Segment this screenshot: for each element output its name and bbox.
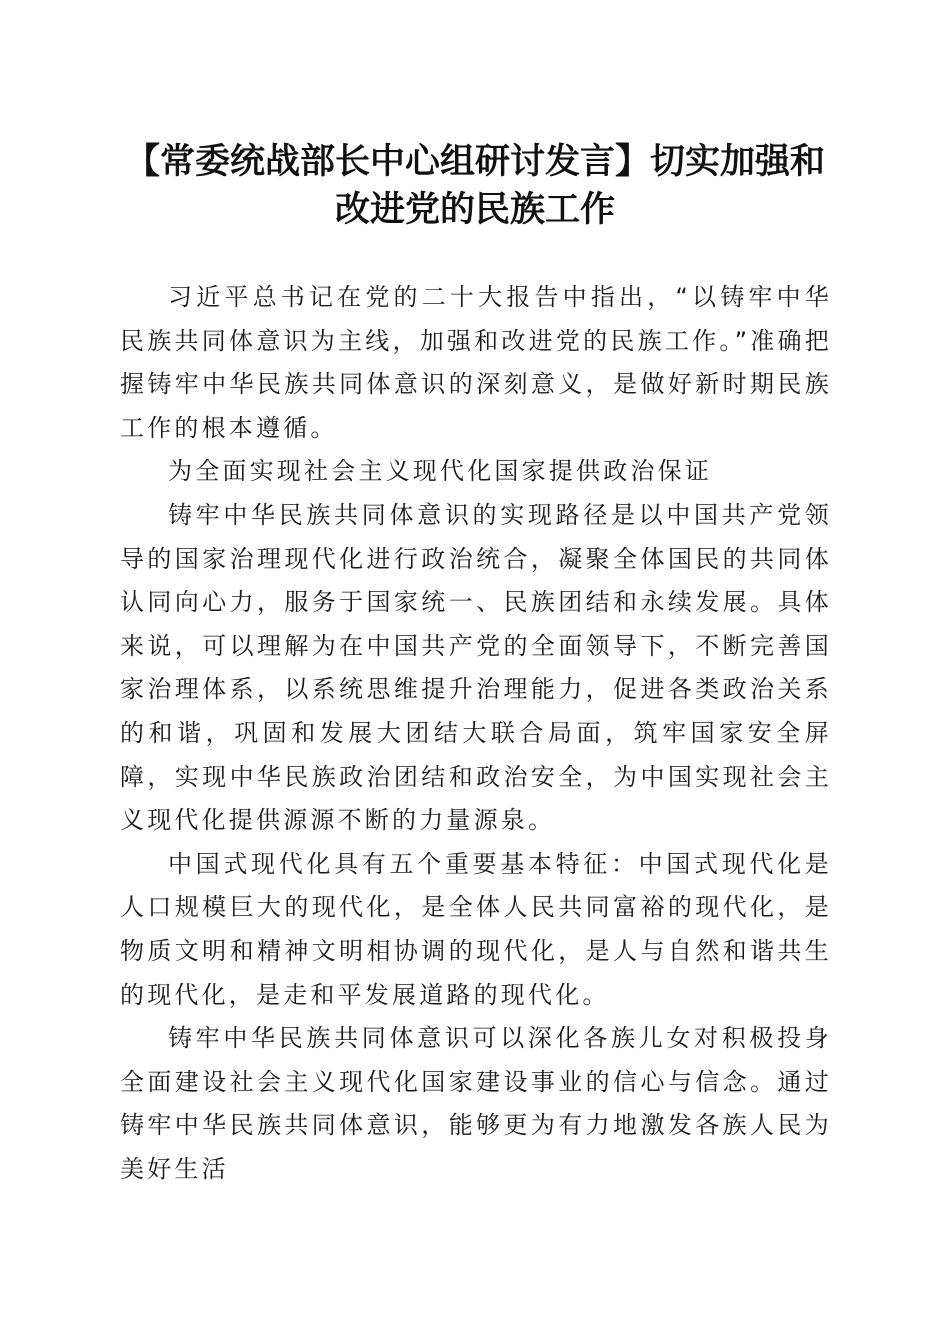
paragraph: 铸牢中华民族共同体意识的实现路径是以中国共产党领导的国家治理现代化进行政治统合，凝聚全体国民的共同体认同向心力，服务于国家统一、民族团结和永续发展。具体来说，可以理解为在中国共产党的全面领导下，不断完善国家治理体系，以系统思维提升治理能力，促进各类政治关系的和谐，巩固和发展大团结大联合局面，筑牢国家安全屏障，实现中华民族政治团结和政治安全，为中国实现社会主义现代化提供源源不断的力量源泉。 — [120, 500, 832, 835]
paragraph: 铸牢中华民族共同体意识可以深化各族儿女对积极投身全面建设社会主义现代化国家建设事业的信心与信念。通过铸牢中华民族共同体意识，能够更为有力地激发各族人民为美好生活 — [120, 1024, 832, 1183]
section-heading: 为全面实现社会主义现代化国家提供政治保证 — [168, 457, 712, 486]
paragraph: 习近平总书记在党的二十大报告中指出，“以铸牢中华民族共同体意识为主线，加强和改进党的民族工作。”准确把握铸牢中华民族共同体意识的深刻意义，是做好新时期民族工作的根本遵循。 — [120, 283, 832, 442]
paragraph: 中国式现代化具有五个重要基本特征：中国式现代化是人口规模巨大的现代化，是全体人民共同富裕的现代化，是物质文明和精神文明相协调的现代化，是人与自然和谐共生的现代化，是走和平发展道路的现代化。 — [120, 849, 832, 1009]
document-title — [100, 138, 850, 234]
title-line-2: 改进党的民族工作 — [334, 189, 615, 230]
document-body — [120, 276, 832, 1191]
title-line-1: 【常委统战部长中心组研讨发言】切实加强和 — [124, 141, 825, 182]
